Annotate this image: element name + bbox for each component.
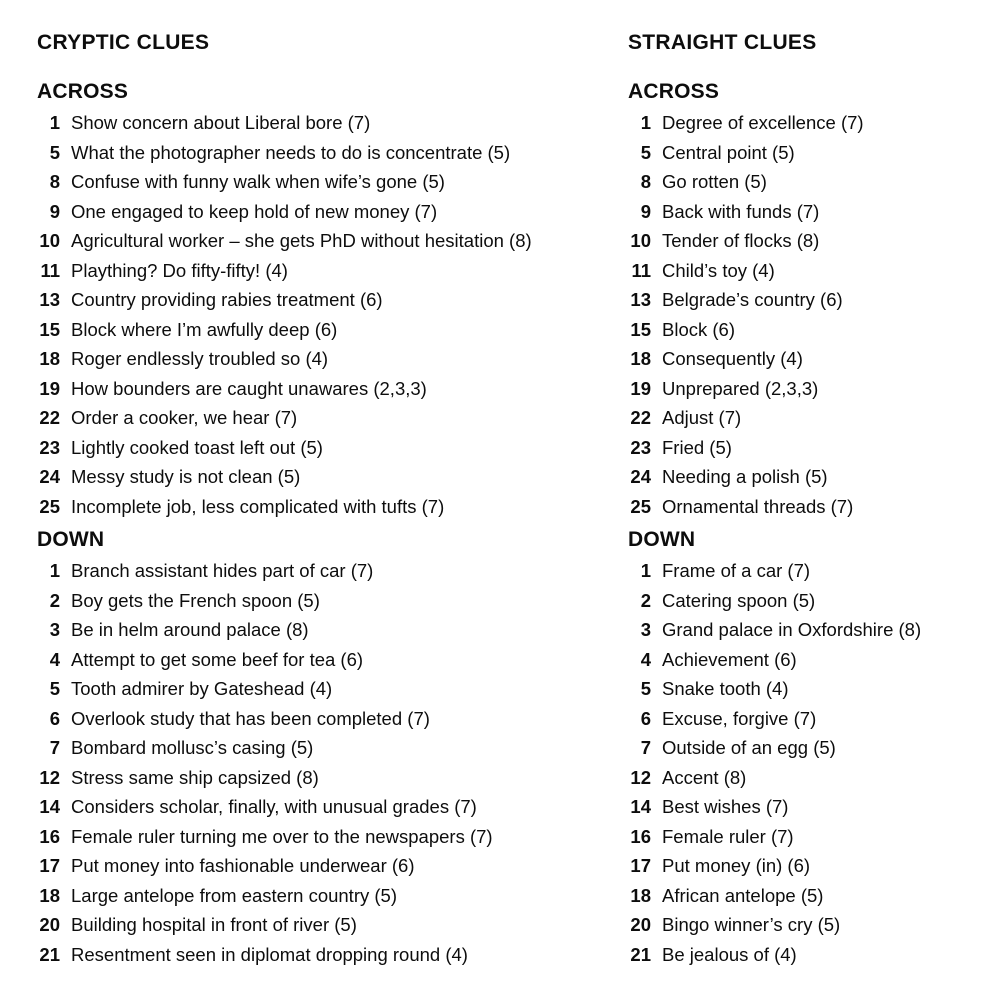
column-title-straight: STRAIGHT CLUES [628,31,817,54]
clue-number: 24 [39,466,60,487]
clue-number: 5 [640,678,651,699]
clue-row [37,822,622,852]
clue-number: 7 [49,737,60,758]
clue-row [628,138,993,168]
clue-number: 8 [640,171,651,192]
clue-text: How bounders are caught unawares (2,3,3) [71,377,427,399]
clue-text: Achievement (6) [662,648,797,670]
clue-row [37,433,622,463]
clue-list [628,556,993,969]
clue-text: Needing a polish (5) [662,466,828,487]
clue-number: 21 [630,943,651,965]
section-heading-down: DOWN [628,528,696,551]
clue-number: 3 [49,619,60,640]
clue-row [628,910,993,940]
clue-text: Order a cooker, we hear (7) [71,407,298,428]
clue-row [37,256,622,286]
clue-text: Accent (8) [662,766,747,788]
clue-text: Considers scholar, finally, with unusual grades (7) [71,796,477,817]
clue-text: Resentment seen in diplomat dropping round (4) [71,943,468,965]
clue-text: Female ruler (7) [662,825,794,847]
clue-number: 22 [630,407,651,428]
clue-row [37,167,622,197]
clue-number: 4 [640,648,651,670]
clue-text: Go rotten (5) [662,171,767,192]
clue-number: 16 [39,825,60,847]
clue-text: Incomplete job, less complicated with tufts (7) [71,495,445,517]
clue-text: African antelope (5) [662,884,824,906]
cryptic-sections [37,80,622,969]
clue-row [37,586,622,616]
clue-text: Child’s toy (4) [662,259,775,281]
clue-text: Central point (5) [662,141,795,163]
clue-text: Bingo winner’s cry (5) [662,914,841,935]
clue-row [37,910,622,940]
clue-row [628,645,993,675]
clue-text: Lightly cooked toast left out (5) [71,436,323,458]
clue-text: Ornamental threads (7) [662,495,854,517]
clue-text: Overlook study that has been completed (7) [71,707,430,729]
clue-text: Boy gets the French spoon (5) [71,589,320,611]
clue-row [37,492,622,522]
clue-text: Be in helm around palace (8) [71,619,309,640]
clue-row [628,433,993,463]
clue-row [37,315,622,345]
clue-row [37,645,622,675]
clue-row [37,733,622,763]
clue-list [628,108,993,521]
clue-text: Outside of an egg (5) [662,737,836,758]
clue-row [37,374,622,404]
clue-text: Consequently (4) [662,348,803,369]
clue-number: 13 [39,289,60,310]
clue-text: Female ruler turning me over to the newspapers (7) [71,825,493,847]
clue-row [37,851,622,881]
clue-row [37,674,622,704]
clue-text: Agricultural worker – she gets PhD without hesitation (8) [71,230,532,251]
clue-number: 3 [640,619,651,640]
clue-number: 5 [640,141,651,163]
clue-number: 18 [630,348,651,369]
column-title-cryptic: CRYPTIC CLUES [37,31,210,54]
clue-row [37,704,622,734]
clue-text: Plaything? Do fifty-fifty! (4) [71,259,288,281]
cryptic-clues-column [37,31,622,969]
clue-text: Be jealous of (4) [662,943,797,965]
clue-row [628,344,993,374]
clue-text: Messy study is not clean (5) [71,466,301,487]
section-heading-down: DOWN [37,528,105,551]
clue-number: 11 [631,259,651,281]
clue-text: Large antelope from eastern country (5) [71,884,397,906]
clue-row [628,108,993,138]
section-heading-across: ACROSS [628,80,720,103]
clue-text: Put money (in) (6) [662,855,811,876]
clue-row [628,822,993,852]
clue-text: Country providing rabies treatment (6) [71,289,383,310]
clue-number: 12 [630,766,651,788]
clue-row [628,704,993,734]
clue-text: Belgrade’s country (6) [662,289,843,310]
clue-row [37,881,622,911]
clue-number: 6 [49,707,60,729]
clue-row [37,285,622,315]
clue-row [628,733,993,763]
clue-text: Bombard mollusc’s casing (5) [71,737,314,758]
clue-text: Unprepared (2,3,3) [662,377,819,399]
clue-number: 20 [39,914,60,935]
clue-number: 13 [630,289,651,310]
clue-text: Show concern about Liberal bore (7) [71,112,371,133]
clue-number: 6 [640,707,651,729]
clue-number: 18 [630,884,651,906]
clue-number: 16 [630,825,651,847]
clue-number: 22 [39,407,60,428]
clue-row [37,197,622,227]
clue-number: 1 [49,112,60,133]
clue-text: Attempt to get some beef for tea (6) [71,648,364,670]
section-heading-across: ACROSS [37,80,129,103]
clue-number: 19 [630,377,651,399]
clue-row [628,374,993,404]
clue-row [628,940,993,970]
clue-number: 20 [630,914,651,935]
straight-sections [628,80,993,969]
clue-number: 11 [40,259,60,281]
clue-text: Catering spoon (5) [662,589,816,611]
clue-row [628,763,993,793]
clue-text: Back with funds (7) [662,200,820,222]
clue-number: 21 [39,943,60,965]
clue-row [37,792,622,822]
clue-row [628,285,993,315]
clue-number: 19 [39,377,60,399]
clue-number: 25 [630,495,651,517]
clue-text: Building hospital in front of river (5) [71,914,357,935]
clue-number: 23 [630,436,651,458]
clue-text: What the photographer needs to do is concentrate (5) [71,141,511,163]
clue-number: 10 [630,230,651,251]
clue-row [628,167,993,197]
clue-row [628,256,993,286]
clue-number: 5 [49,141,60,163]
clue-row [37,226,622,256]
clue-number: 12 [39,766,60,788]
clue-number: 14 [39,796,60,817]
clue-row [37,940,622,970]
clue-text: Block (6) [662,318,735,340]
clue-number: 9 [640,200,651,222]
clue-text: One engaged to keep hold of new money (7) [71,200,438,222]
clue-row [628,492,993,522]
clue-number: 15 [39,318,60,340]
clue-number: 1 [640,560,651,581]
clue-row [37,403,622,433]
clue-text: Best wishes (7) [662,796,789,817]
clue-text: Degree of excellence (7) [662,112,864,133]
clue-row [628,556,993,586]
clue-row [37,108,622,138]
clue-row [628,881,993,911]
clue-text: Tooth admirer by Gateshead (4) [71,678,333,699]
clue-number: 25 [39,495,60,517]
clue-row [628,674,993,704]
clue-row [628,792,993,822]
clue-number: 9 [49,200,60,222]
clue-number: 17 [630,855,651,876]
straight-clues-column [628,31,993,969]
clue-text: Tender of flocks (8) [662,230,820,251]
clue-text: Confuse with funny walk when wife’s gone (5) [71,171,445,192]
clue-number: 18 [39,348,60,369]
clue-number: 18 [39,884,60,906]
clue-number: 17 [39,855,60,876]
clue-row [628,197,993,227]
clue-text: Roger endlessly troubled so (4) [71,348,329,369]
clue-text: Fried (5) [662,436,732,458]
clue-text: Put money into fashionable underwear (6) [71,855,415,876]
clue-list [37,556,622,969]
clue-row [37,615,622,645]
clue-number: 2 [640,589,651,611]
clue-number: 23 [39,436,60,458]
clue-number: 24 [630,466,651,487]
clue-row [37,462,622,492]
clue-row [628,462,993,492]
clue-row [37,763,622,793]
clue-text: Snake tooth (4) [662,678,789,699]
clue-list [37,108,622,521]
clue-row [628,586,993,616]
clue-number: 8 [49,171,60,192]
clue-number: 15 [630,318,651,340]
clue-row [628,851,993,881]
clue-row [628,226,993,256]
clue-text: Stress same ship capsized (8) [71,766,319,788]
clue-text: Grand palace in Oxfordshire (8) [662,619,922,640]
clue-text: Excuse, forgive (7) [662,707,817,729]
clue-row [37,344,622,374]
clue-text: Branch assistant hides part of car (7) [71,560,374,581]
clue-row [37,556,622,586]
clue-row [628,315,993,345]
clue-number: 10 [39,230,60,251]
clue-number: 1 [640,112,651,133]
clue-number: 1 [49,560,60,581]
clue-row [628,403,993,433]
clue-number: 7 [640,737,651,758]
clue-row [37,138,622,168]
clue-text: Frame of a car (7) [662,560,811,581]
clue-number: 4 [49,648,60,670]
clue-text: Adjust (7) [662,407,742,428]
clue-number: 2 [49,589,60,611]
clue-number: 14 [630,796,651,817]
clue-number: 5 [49,678,60,699]
clue-text: Block where I’m awfully deep (6) [71,318,338,340]
clue-row [628,615,993,645]
